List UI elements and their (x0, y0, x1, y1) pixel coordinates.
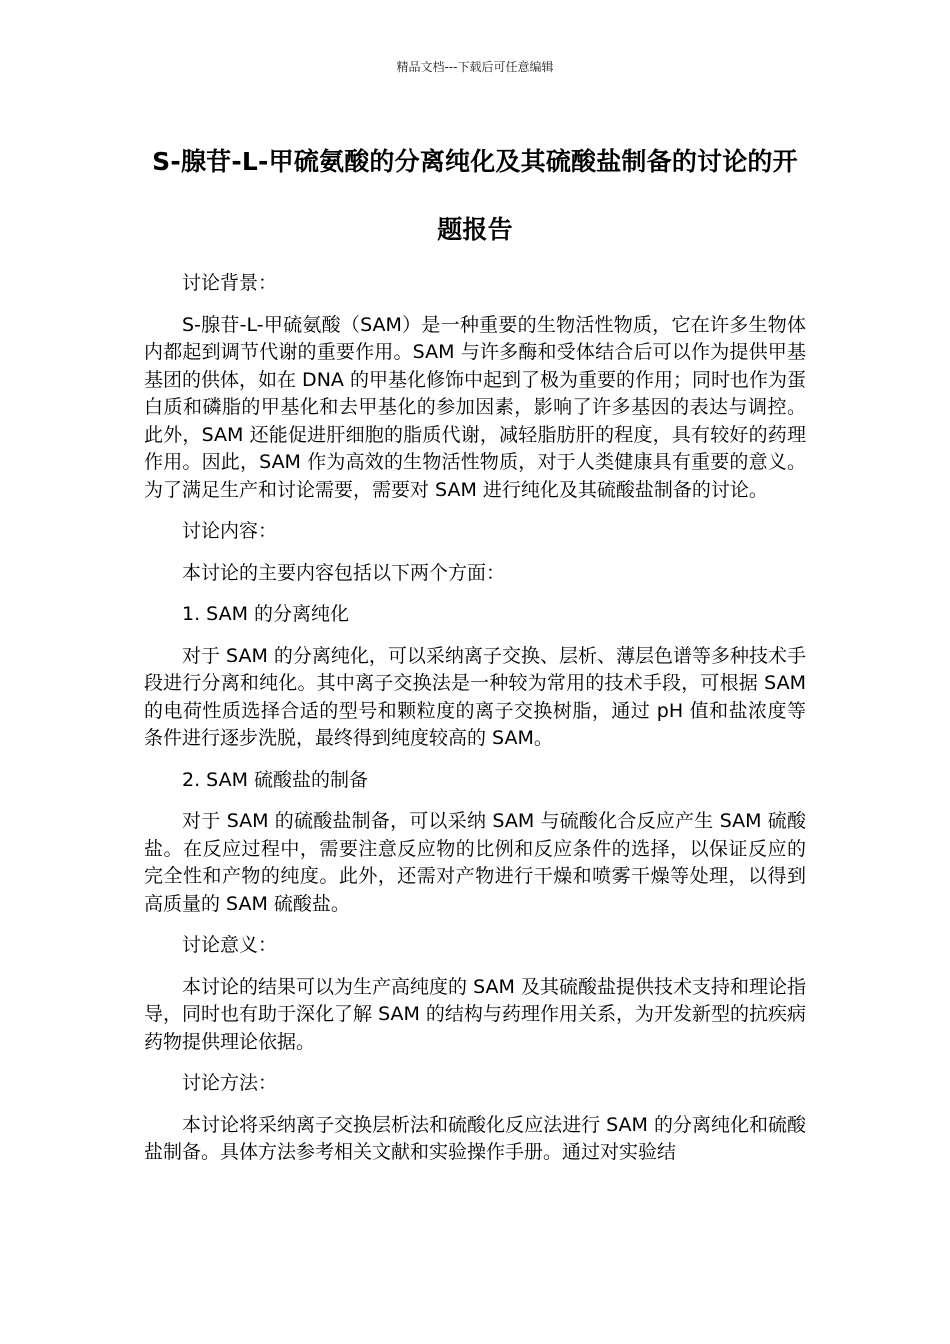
section-heading-method: 讨论方法： (182, 1072, 278, 1094)
page-header-note: 精品文档---下载后可任意编辑 (396, 60, 554, 74)
paragraph-background: S-腺苷-L-甲硫氨酸（SAM）是一种重要的生物活性物质，它在许多生物体内都起到调节代谢的重要作用。SAM 与许多酶和受体结合后可以作为提供甲基基团的供体，如在 DNA 的甲基化修饰中起到了极为重要的作用；同时也作为蛋白质和磷脂的甲基化和去甲基化的参加因素，影响了许多基因的表达与调控。此外，SAM 还能促进肝细胞的脂质代谢，减轻脂肪肝的程度，具有较好的药理作用。因此，SAM 作为高效的生物活性物质，对于人类健康具有重要的意义。为了满足生产和讨论需要，需要对 SAM 进行纯化及其硫酸盐制备的讨论。 (144, 313, 806, 501)
document-title: S-腺苷-L-甲硫氨酸的分离纯化及其硫酸盐制备的讨论的开题报告 (152, 147, 798, 244)
section-heading-significance: 讨论意义： (182, 934, 278, 956)
subheading-separation: 1. SAM 的分离纯化 (182, 603, 350, 625)
paragraph-separation: 对于 SAM 的分离纯化，可以采纳离子交换、层析、薄层色谱等多种技术手段进行分离和纯化。其中离子交换法是一种较为常用的技术手段，可根据 SAM 的电荷性质选择合适的型号和颗粒度的离子交换树脂，通过 pH 值和盐浓度等条件进行逐步洗脱，最终得到纯度较高的 SAM。 (144, 644, 806, 749)
document-body (144, 270, 806, 1167)
subheading-sulfate: 2. SAM 硫酸盐的制备 (182, 768, 369, 791)
section-heading-content: 讨论内容： (182, 520, 278, 542)
section-heading-background: 讨论背景： (182, 272, 278, 294)
paragraph-significance: 本讨论的结果可以为生产高纯度的 SAM 及其硫酸盐提供技术支持和理论指导，同时也有助于深化了解 SAM 的结构与药理作用关系，为开发新型的抗疾病药物提供理论依据。 (144, 975, 806, 1053)
paragraph-content-intro: 本讨论的主要内容包括以下两个方面： (182, 561, 506, 584)
paragraph-method: 本讨论将采纳离子交换层析法和硫酸化反应法进行 SAM 的分离纯化和硫酸盐制备。具体方法参考相关文献和实验操作手册。通过对实验结 (144, 1113, 806, 1163)
paragraph-sulfate: 对于 SAM 的硫酸盐制备，可以采纳 SAM 与硫酸化合反应产生 SAM 硫酸盐。在反应过程中，需要注意反应物的比例和反应条件的选择，以保证反应的完全性和产物的纯度。此外，还需对产物进行干燥和喷雾干燥等处理，以得到高质量的 SAM 硫酸盐。 (144, 810, 806, 915)
